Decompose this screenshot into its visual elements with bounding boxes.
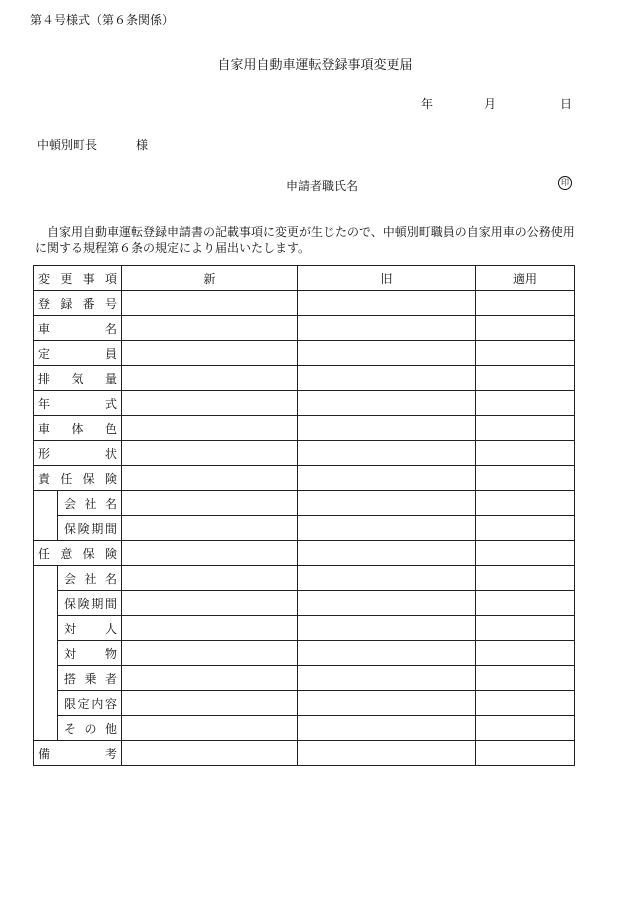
row-label: 任 意 保 険 [38, 546, 117, 561]
row-label-cell [34, 541, 122, 566]
row-label-cell [34, 466, 122, 491]
table-row [34, 341, 575, 366]
row-label: 形 状 [38, 446, 117, 461]
table-row [34, 741, 575, 766]
row-label: 排 気 量 [38, 371, 117, 386]
sub-row-label: 保 険 期 間 [64, 596, 117, 611]
row-4-old-cell[interactable] [298, 391, 476, 416]
sub-row-label: そ の 他 [64, 721, 117, 736]
body-text: 自家用自動車運転登録申請書の記載事項に変更が生じたので、中頓別町職員の自家用車の公務使用に関する規程第６条の規定により届出いたします。 [35, 225, 575, 255]
row-0-old-cell[interactable] [298, 291, 476, 316]
table-row [34, 491, 575, 516]
row-7-sub-0-old-cell[interactable] [298, 491, 476, 516]
row-9-new-cell[interactable] [122, 741, 298, 766]
sub-row-label: 保 険 期 間 [64, 521, 117, 536]
header-remarks-apply: 適用 [476, 266, 575, 291]
row-0-new-cell[interactable] [122, 291, 298, 316]
row-9-apply-cell[interactable] [476, 741, 575, 766]
sub-row-label-cell [58, 716, 122, 741]
row-2-old-cell[interactable] [298, 341, 476, 366]
table-row [34, 291, 575, 316]
row-8-sub-3-new-cell[interactable] [122, 641, 298, 666]
row-5-new-cell[interactable] [122, 416, 298, 441]
table-row [34, 416, 575, 441]
seal-icon: 印 [558, 176, 572, 190]
row-8-sub-3-old-cell[interactable] [298, 641, 476, 666]
sub-row-label-cell [58, 666, 122, 691]
group-indent-cell [34, 566, 58, 741]
header-old: 旧 [298, 266, 476, 291]
row-8-sub-5-apply-cell[interactable] [476, 691, 575, 716]
sub-row-label-cell [58, 691, 122, 716]
table-row [34, 516, 575, 541]
row-8-sub-3-apply-cell[interactable] [476, 641, 575, 666]
row-8-sub-2-apply-cell[interactable] [476, 616, 575, 641]
row-7-sub-0-apply-cell[interactable] [476, 491, 575, 516]
row-8-sub-1-new-cell[interactable] [122, 591, 298, 616]
applicant-label: 申請者職氏名 [286, 179, 359, 193]
date-year-label: 年 [421, 97, 434, 111]
sub-row-label: 対 人 [64, 621, 117, 636]
table-row [34, 316, 575, 341]
sub-row-label: 搭 乗 者 [64, 671, 117, 686]
row-7-sub-1-old-cell[interactable] [298, 516, 476, 541]
table-row [34, 591, 575, 616]
change-items-table [33, 265, 575, 766]
row-7-sub-0-new-cell[interactable] [122, 491, 298, 516]
honorific: 様 [136, 138, 149, 152]
row-8-new-cell[interactable] [122, 541, 298, 566]
row-8-sub-0-old-cell[interactable] [298, 566, 476, 591]
sub-row-label-cell [58, 641, 122, 666]
row-8-sub-5-new-cell[interactable] [122, 691, 298, 716]
row-8-sub-5-old-cell[interactable] [298, 691, 476, 716]
table-row [34, 366, 575, 391]
row-2-new-cell[interactable] [122, 341, 298, 366]
row-label-cell [34, 441, 122, 466]
row-6-new-cell[interactable] [122, 441, 298, 466]
sub-row-label-cell [58, 566, 122, 591]
row-2-apply-cell[interactable] [476, 341, 575, 366]
row-label: 車 名 [38, 321, 117, 336]
date-day-label: 日 [560, 97, 573, 111]
form-number-label: 第４号様式（第６条関係） [30, 13, 175, 27]
row-7-apply-cell[interactable] [476, 466, 575, 491]
row-6-old-cell[interactable] [298, 441, 476, 466]
row-8-sub-6-new-cell[interactable] [122, 716, 298, 741]
row-label: 年 式 [38, 396, 117, 411]
row-4-new-cell[interactable] [122, 391, 298, 416]
row-8-old-cell[interactable] [298, 541, 476, 566]
row-6-apply-cell[interactable] [476, 441, 575, 466]
row-1-new-cell[interactable] [122, 316, 298, 341]
header-change-item [34, 266, 122, 291]
row-label-cell [34, 341, 122, 366]
row-label-cell [34, 366, 122, 391]
sub-row-label: 対 物 [64, 646, 117, 661]
row-7-new-cell[interactable] [122, 466, 298, 491]
document-title: 自家用自動車運転登録事項変更届 [217, 58, 413, 73]
row-0-apply-cell[interactable] [476, 291, 575, 316]
row-3-apply-cell[interactable] [476, 366, 575, 391]
row-8-sub-4-old-cell[interactable] [298, 666, 476, 691]
addressee: 中頓別町長 [37, 138, 98, 152]
table-row [34, 616, 575, 641]
sub-row-label: 会 社 名 [64, 496, 117, 511]
row-5-old-cell[interactable] [298, 416, 476, 441]
row-label-cell [34, 391, 122, 416]
row-1-apply-cell[interactable] [476, 316, 575, 341]
row-8-sub-2-old-cell[interactable] [298, 616, 476, 641]
row-3-new-cell[interactable] [122, 366, 298, 391]
table-header-row [34, 266, 575, 291]
table-row [34, 666, 575, 691]
row-8-sub-2-new-cell[interactable] [122, 616, 298, 641]
row-1-old-cell[interactable] [298, 316, 476, 341]
row-8-sub-0-new-cell[interactable] [122, 566, 298, 591]
table-row [34, 691, 575, 716]
row-8-sub-0-apply-cell[interactable] [476, 566, 575, 591]
row-8-apply-cell[interactable] [476, 541, 575, 566]
header-change-item-label: 変 更 事 項 [38, 271, 117, 286]
row-8-sub-4-apply-cell[interactable] [476, 666, 575, 691]
row-7-old-cell[interactable] [298, 466, 476, 491]
row-label-cell [34, 291, 122, 316]
row-7-sub-1-apply-cell[interactable] [476, 516, 575, 541]
header-new: 新 [122, 266, 298, 291]
row-label: 車 体 色 [38, 421, 117, 436]
row-label: 責 任 保 険 [38, 471, 117, 486]
sub-row-label: 限 定 内 容 [64, 696, 117, 711]
table-row [34, 441, 575, 466]
table-row [34, 641, 575, 666]
group-indent-cell [34, 491, 58, 541]
row-8-sub-6-old-cell[interactable] [298, 716, 476, 741]
table-row [34, 541, 575, 566]
row-9-old-cell[interactable] [298, 741, 476, 766]
date-month-label: 月 [484, 97, 497, 111]
sub-row-label-cell [58, 491, 122, 516]
row-8-sub-4-new-cell[interactable] [122, 666, 298, 691]
row-8-sub-6-apply-cell[interactable] [476, 716, 575, 741]
sub-row-label-cell [58, 516, 122, 541]
row-label-cell [34, 416, 122, 441]
sub-row-label-cell [58, 616, 122, 641]
row-label: 定 員 [38, 346, 117, 361]
table-row [34, 716, 575, 741]
row-5-apply-cell[interactable] [476, 416, 575, 441]
row-8-sub-1-apply-cell[interactable] [476, 591, 575, 616]
row-4-apply-cell[interactable] [476, 391, 575, 416]
row-8-sub-1-old-cell[interactable] [298, 591, 476, 616]
sub-row-label-cell [58, 591, 122, 616]
row-label-cell [34, 741, 122, 766]
row-label: 登 録 番 号 [38, 296, 117, 311]
table-row [34, 566, 575, 591]
sub-row-label: 会 社 名 [64, 571, 117, 586]
row-label: 備 考 [38, 746, 117, 761]
row-3-old-cell[interactable] [298, 366, 476, 391]
row-7-sub-1-new-cell[interactable] [122, 516, 298, 541]
row-label-cell [34, 316, 122, 341]
table-row [34, 466, 575, 491]
table-row [34, 391, 575, 416]
